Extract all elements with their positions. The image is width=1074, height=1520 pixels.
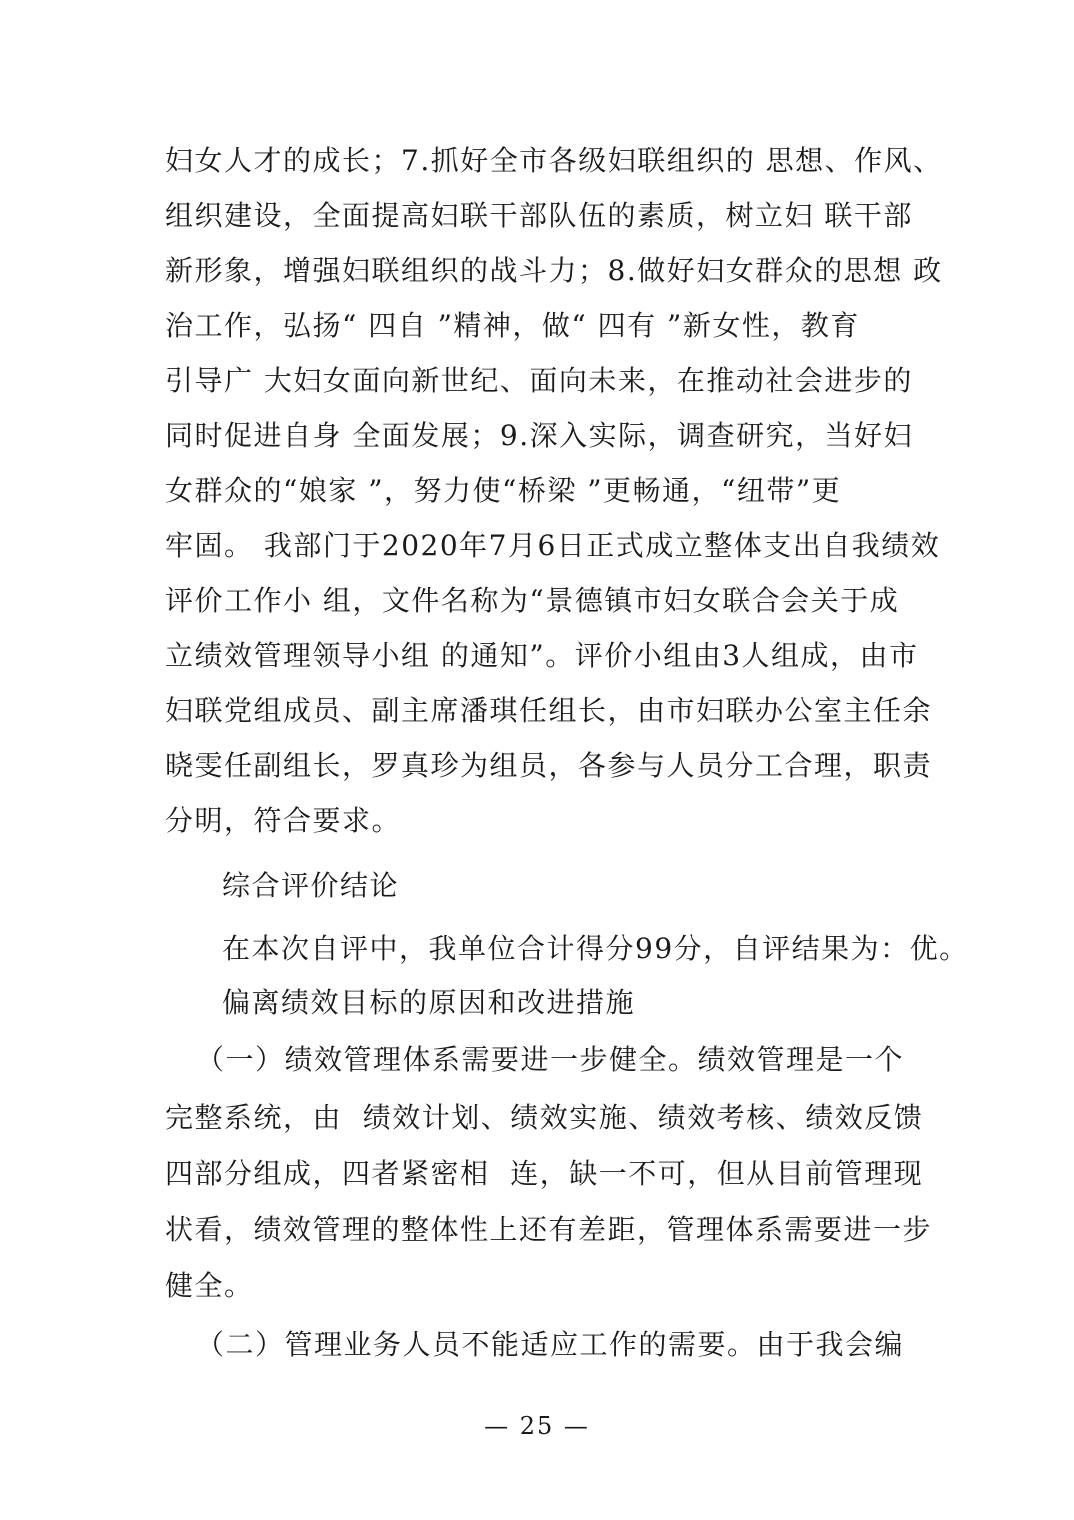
- body-text-line: 妇女人才的成长；7.抓好全市各级妇联组织的 思想、作风、: [165, 144, 943, 177]
- page-number: — 25 —: [484, 1412, 590, 1440]
- body-text-line: 同时促进自身 全面发展；9.深入实际，调查研究，当好妇: [165, 419, 914, 452]
- item-one-line: 状看，绩效管理的整体性上还有差距，管理体系需要进一步: [165, 1213, 933, 1246]
- section-heading-conclusion: 综合评价结论: [222, 869, 400, 902]
- body-text-line: 引导广 大妇女面向新世纪、面向未来，在推动社会进步的: [165, 364, 913, 397]
- body-text-line: 女群众的“娘家 ”，努力使“桥梁 ”更畅通，“纽带”更: [165, 474, 842, 507]
- item-one-line: （一）绩效管理体系需要进一步健全。绩效管理是一个: [196, 1043, 905, 1076]
- conclusion-text: 在本次自评中，我单位合计得分99分，自评结果为：优。: [222, 932, 969, 965]
- body-text-line: 牢固。 我部门于2020年7月6日正式成立整体支出自我绩效: [165, 529, 941, 562]
- body-text-line: 组织建设，全面提高妇联干部队伍的素质，树立妇 联干部: [165, 199, 913, 232]
- item-one-line: 完整系统，由 绩效计划、绩效实施、绩效考核、绩效反馈: [165, 1101, 924, 1134]
- body-text-line: 立绩效管理领导小组 的通知”。评价小组由3人组成，由市: [165, 639, 919, 672]
- body-text-line: 妇联党组成员、副主席潘琪任组长，由市妇联办公室主任余: [165, 694, 933, 727]
- body-text-line: 治工作，弘扬“ 四自 ”精神，做“ 四有 ”新女性，教育: [165, 309, 860, 342]
- item-one-line: 四部分组成，四者紧密相 连，缺一不可，但从目前管理现: [165, 1157, 924, 1190]
- section-heading-deviation: 偏离绩效目标的原因和改进措施: [222, 986, 636, 1019]
- body-text-line: 评价工作小 组，文件名称为“景德镇市妇女联合会关于成: [165, 584, 900, 617]
- item-one-line: 健全。: [165, 1269, 254, 1302]
- body-text-line: 分明，符合要求。: [165, 804, 402, 837]
- body-text-line: 新形象，增强妇联组织的战斗力；8.做好妇女群众的思想 政: [165, 254, 943, 287]
- item-two-line: （二）管理业务人员不能适应工作的需要。由于我会编: [196, 1328, 905, 1361]
- body-text-line: 晓雯任副组长，罗真珍为组员，各参与人员分工合理，职责: [165, 749, 933, 782]
